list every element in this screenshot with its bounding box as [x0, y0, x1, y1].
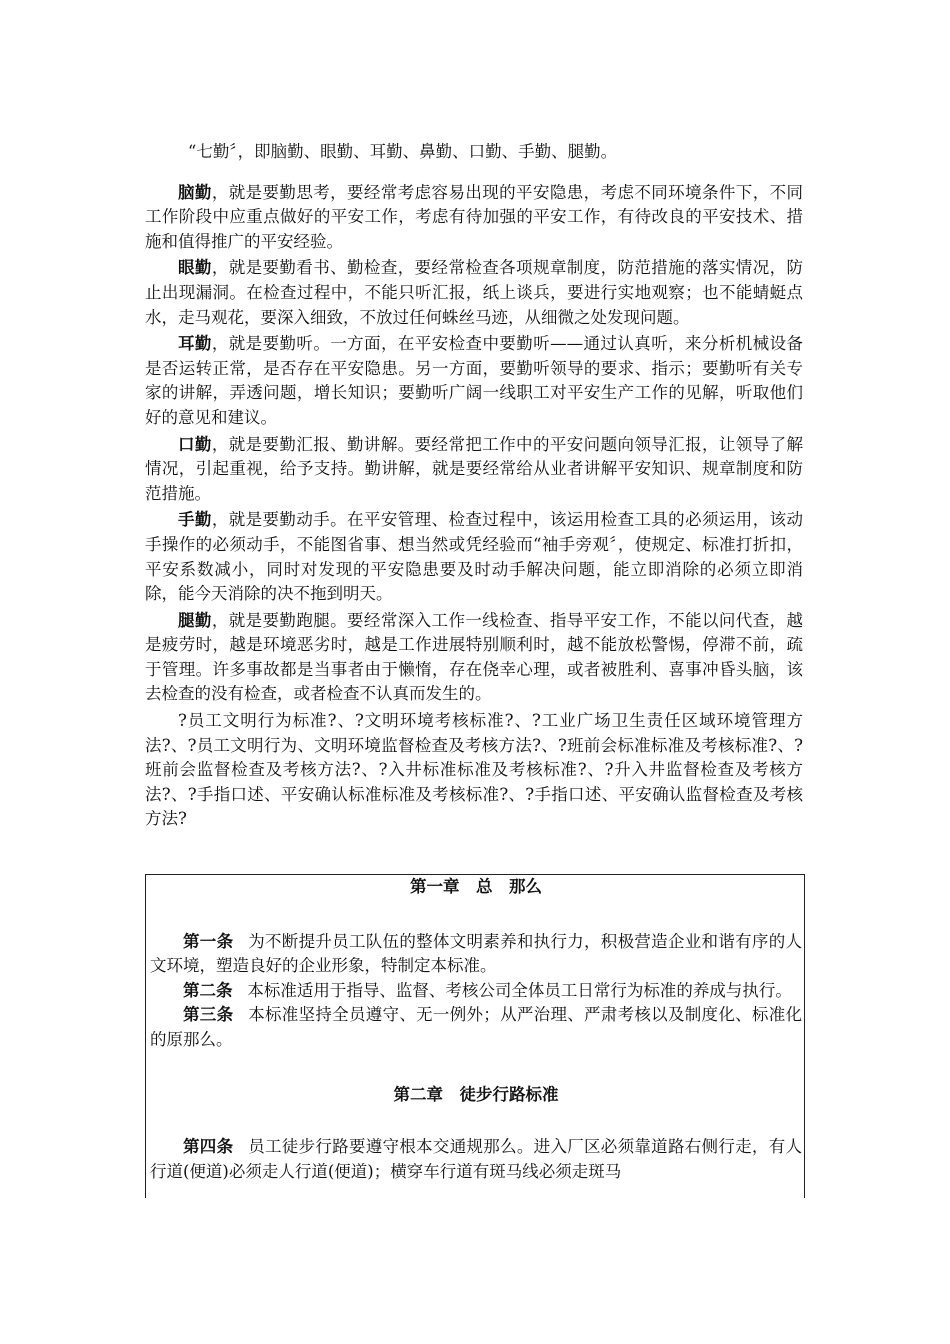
- text-hand: ，就是要勤动手。在平安管理、检查过程中，该运用检查工具的必须运用，该动手操作的必须动手，不能图省事、想当然或凭经验而“袖手旁观〞，使规定、标准打折扣，平安系数减小，同时对发现的平安隐患要及时动手解决问题，能立即消除的必须立即消除，能今天消除的决不拖到明天。: [145, 510, 804, 604]
- chapter-1-title: 第一章 总 那么: [410, 877, 542, 896]
- article-3-text: 本标准坚持全员遵守、无一例外；从严治理、严肃考核以及制度化、标准化的原那么。: [150, 1005, 803, 1049]
- article-1-text: 为不断提升员工队伍的整体文明素养和执行力，积极营造企业和谐有序的人文环境，塑造良好的企业形象，特制定本标准。: [150, 931, 803, 976]
- paragraph-brain: [145, 181, 803, 255]
- text-ear: ，就是要勤听。一方面，在平安检查中要勤听——通过认真听，来分析机械设备是否运转正常，是否存在平安隐患。另一方面，要勤听领导的要求、指示；要勤听有关专家的讲解，弄透问题，增长知识；要勤听广阔一线职工对平安生产工作的见解，听取他们好的意见和建议。: [145, 334, 804, 427]
- article-3: [150, 1003, 802, 1052]
- text-brain: ，就是要勤思考，要经常考虑容易出现的平安隐患，考虑不同环境条件下，不同工作阶段中应重点做好的平安工作，考虑有待加强的平安工作，有待改良的平安技术、措施和值得推广的平安经验。: [145, 182, 804, 251]
- paragraph-ear: [145, 332, 803, 430]
- paragraph-mouth: [145, 433, 803, 507]
- text-mouth: ，就是要勤汇报、勤讲解。要经常把工作中的平安问题向领导汇报，让领导了解情况，引起重视，给予支持。勤讲解，就是要经常给从业者讲解平安知识、规章制度和防范措施。: [145, 434, 804, 503]
- intro-line: “七勤〞，即脑勤、眼勤、耳勤、鼻勤、口勤、手勤、腿勤。: [187, 142, 618, 161]
- article-4: [150, 1135, 802, 1184]
- paragraph-hand: [145, 508, 803, 606]
- article-2-text: 本标准适用于指导、监督、考核公司全体员工日常行为标准的养成与执行。: [247, 980, 792, 1000]
- article-4-text: 员工徒步行路要遵守根本交通规那么。进入厂区必须靠道路右侧行走，有人行道(便道)必须走人行道(便道)；横穿车行道有斑马线必须走斑马: [150, 1137, 803, 1181]
- term-hand: 手勤: [178, 510, 212, 530]
- term-eye: 眼勤: [178, 258, 212, 278]
- text-eye: ，就是要勤看书、勤检查，要经常检查各项规章制度，防范措施的落实情况，防止出现漏洞。在检查过程中，不能只听汇报，纸上谈兵，要进行实地观察；也不能蜻蜓点水，走马观花，要深入细致，不放过任何蛛丝马迹，从细微之处发现问题。: [145, 258, 804, 327]
- term-brain: 脑勤: [178, 182, 212, 202]
- article-1-label: 第一条: [183, 931, 234, 951]
- article-1: [150, 930, 802, 979]
- term-mouth: 口勤: [178, 434, 212, 454]
- article-3-label: 第三条: [183, 1005, 234, 1025]
- paragraph-eye: [145, 256, 803, 330]
- seven-diligence-section: [145, 140, 803, 834]
- chapter-2-title: 第二章 徒步行路标准: [393, 1084, 559, 1104]
- standards-list-paragraph: ?员工文明行为标准?、?文明环境考核标准?、?工业广场卫生责任区域环境管理方法?、?员工文明行为、文明环境监督检查及考核方法?、?班前会标准标准及考核标准?、?班前会监督检查及考核方法?、?入井标准标准及考核标准?、?升入井监督检查及考核方法?、?手指口述、平安确认标准标准及考核标准?、?手指口述、平安确认监督检查及考核方法?: [145, 711, 803, 829]
- article-2: [150, 979, 802, 1004]
- paragraph-leg: [145, 609, 803, 707]
- article-4-label: 第四条: [183, 1137, 234, 1157]
- term-leg: 腿勤: [178, 610, 212, 630]
- standard-text-box: [145, 874, 805, 1198]
- article-2-label: 第二条: [183, 980, 233, 1000]
- text-leg: ，就是要勤跑腿。要经常深入工作一线检查、指导平安工作，不能以问代查，越是疲劳时，越是环境恶劣时，越是工作进展特别顺利时，越不能放松警惕，停滞不前，疏于管理。许多事故都是当事者由于懒惰，存在侥幸心理，或者被胜利、喜事冲昏头脑，该去检查的没有检查，或者检查不认真而发生的。: [145, 610, 804, 704]
- term-ear: 耳勤: [178, 334, 212, 354]
